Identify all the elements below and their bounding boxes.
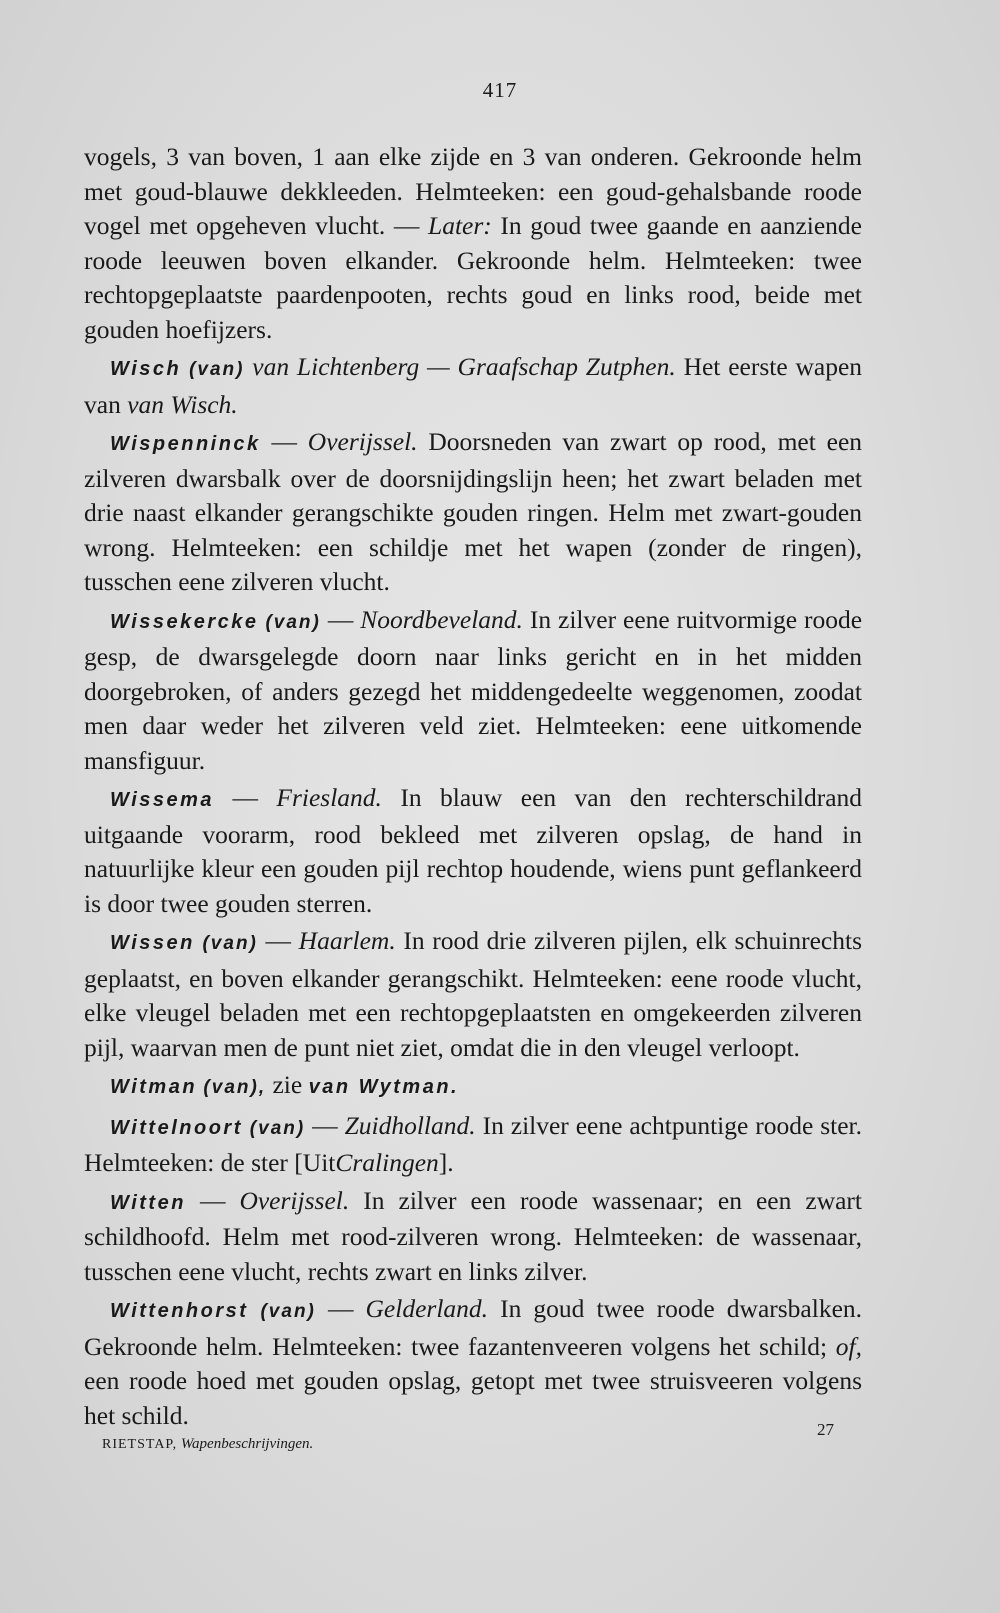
entry-dash: — <box>199 1185 226 1215</box>
entry-prefix: (van) <box>249 1117 306 1139</box>
entry-place: Overijssel. <box>239 1185 350 1215</box>
entry-wittelnoort <box>84 1109 862 1181</box>
entry-wispenninck <box>84 425 862 600</box>
entry-text: zie <box>272 1070 303 1099</box>
entry-place: Friesland. <box>276 783 382 812</box>
entry-place: Haarlem. <box>298 926 396 955</box>
entry-witman <box>84 1068 862 1106</box>
footer-author: RIETSTAP, <box>102 1437 178 1452</box>
entry-prefix: (van) <box>265 611 321 633</box>
entry-text: In goud twee roode dwarsbalken. Gekroonde helm. Helmteeken: twee fazantenveeren volgens het schild; <box>84 1294 863 1361</box>
entry-witten <box>84 1184 862 1290</box>
entry-text: Doorsneden van zwart op rood, met een zilveren dwarsbalk over de doorsnijdingslijn heen; het zwart beladen met drie naast elkander gerangschikte gouden ringen. Helm met zwart-gouden wrong. Helmteeken: een schildje met het wapen (zonder de ringen), tusschen eene zilveren vlucht. <box>84 427 863 596</box>
entry-wissekercke <box>84 603 862 779</box>
continuation-rest: In goud twee gaande en aanziende roode leeuwen boven elkander. Gekroonde helm. Helmteeken: twee rechtopgeplaatste paardenpooten, rechts goud en links rood, beide met gouden hoefijzers. <box>84 211 862 344</box>
entry-text: In blauw een van den rechterschildrand uitgaande voorarm, rood bekleed met zilveren opslag, de hand in natuurlijke kleur een gouden pijl rechtop houdende, wiens punt geflankeerd is door twee gouden sterren. <box>84 783 863 918</box>
entry-text: In zilver eene achtpuntige roode ster. Helmteeken: de ster [Uit <box>84 1110 863 1177</box>
entry-text: In rood drie zilveren pijlen, elk schuinrechts geplaatst, en boven elkander gerangschikt. Helmteeken: eene roode vlucht, elke vleugel beladen met een rechtopgeplaatsten en omgekeerden zilveren pijl, waarvan men de punt niet ziet, omdat die in den vleugel verloopt. <box>84 926 862 1062</box>
entry-cross-reference: van Wytman. <box>308 1076 460 1098</box>
entry-dash: van Lichtenberg — <box>252 352 450 381</box>
entry-prefix: (van), <box>203 1077 267 1098</box>
entry-name: Wissema <box>110 789 215 811</box>
entry-prefix: (van) <box>260 1301 316 1322</box>
entry-text-italic: of, <box>835 1331 863 1361</box>
entry-wittenhorst <box>84 1292 862 1433</box>
entry-prefix: (van) <box>202 933 258 954</box>
entry-text: Het eerste wapen van <box>84 352 863 419</box>
entry-text-after: ]. <box>438 1148 454 1177</box>
continuation-later: Later: <box>428 211 492 240</box>
entry-dash: — <box>327 1294 354 1323</box>
page-number: 417 <box>482 78 518 102</box>
footer-source <box>102 1436 313 1453</box>
entry-wissen <box>84 924 862 1065</box>
entry-name: Wisch <box>110 358 182 380</box>
entry-place: Gelderland. <box>365 1294 489 1323</box>
entry-name: Wissen <box>110 932 195 954</box>
signature-mark: 27 <box>817 1420 834 1439</box>
text-block <box>84 140 862 1436</box>
entry-dash: — <box>265 926 292 955</box>
entry-prefix: (van) <box>189 359 245 380</box>
entry-dash: — <box>327 604 354 634</box>
footer-work: Wapenbeschrijvingen. <box>180 1436 314 1452</box>
continuation-paragraph <box>84 140 862 347</box>
entry-dash: — <box>271 427 297 456</box>
entry-text-italic: van Wisch. <box>127 389 238 419</box>
entry-place: Zuidholland. <box>344 1110 476 1140</box>
entry-text: In zilver eene ruitvormige roode gesp, de dwarsgelegde doorn naar links gericht en in het midden doorgebroken, of anders gezegd het middengedeelte weggenomen, zoodat men daar weder het zilveren veld ziet. Helmteeken: eene uitkomende mansfiguur. <box>84 604 863 775</box>
entry-place: Graafschap Zutphen. <box>457 352 676 381</box>
entry-name: Witten <box>110 1191 186 1214</box>
entry-name: Wissekercke <box>110 610 259 633</box>
entry-name: Witman <box>110 1076 198 1098</box>
entry-text: In zilver een roode wassenaar; en een zwart schildhoofd. Helm met rood-zilveren wrong. Helmteeken: de wassenaar, tusschen eene vlucht, rechts zwart en links zilver. <box>84 1185 863 1286</box>
entry-place: Overijssel. <box>307 427 418 456</box>
page-footer <box>84 1420 862 1462</box>
entry-text-after: een roode hoed met gouden opslag, getopt met twee struisveeren volgens het schild. <box>84 1366 862 1430</box>
entry-place: Noordbeveland. <box>360 604 523 634</box>
entry-dash: — <box>312 1110 338 1140</box>
entry-name: Wispenninck <box>110 433 261 455</box>
entry-wissema <box>84 781 862 921</box>
continuation-text: vogels, 3 van boven, 1 aan elke zijde en 3 van onderen. Gekroonde helm met goud-blauwe dekkleeden. Helmteeken: een goud-gehalsbande roode vogel met opgeheven vlucht. — <box>84 142 862 240</box>
entry-text-italic: Cralingen <box>335 1148 439 1177</box>
entry-wisch <box>84 350 862 422</box>
entry-name: Wittenhorst <box>110 1300 249 1322</box>
entry-name: Wittelnoort <box>110 1116 243 1139</box>
entry-dash: — <box>232 783 258 812</box>
